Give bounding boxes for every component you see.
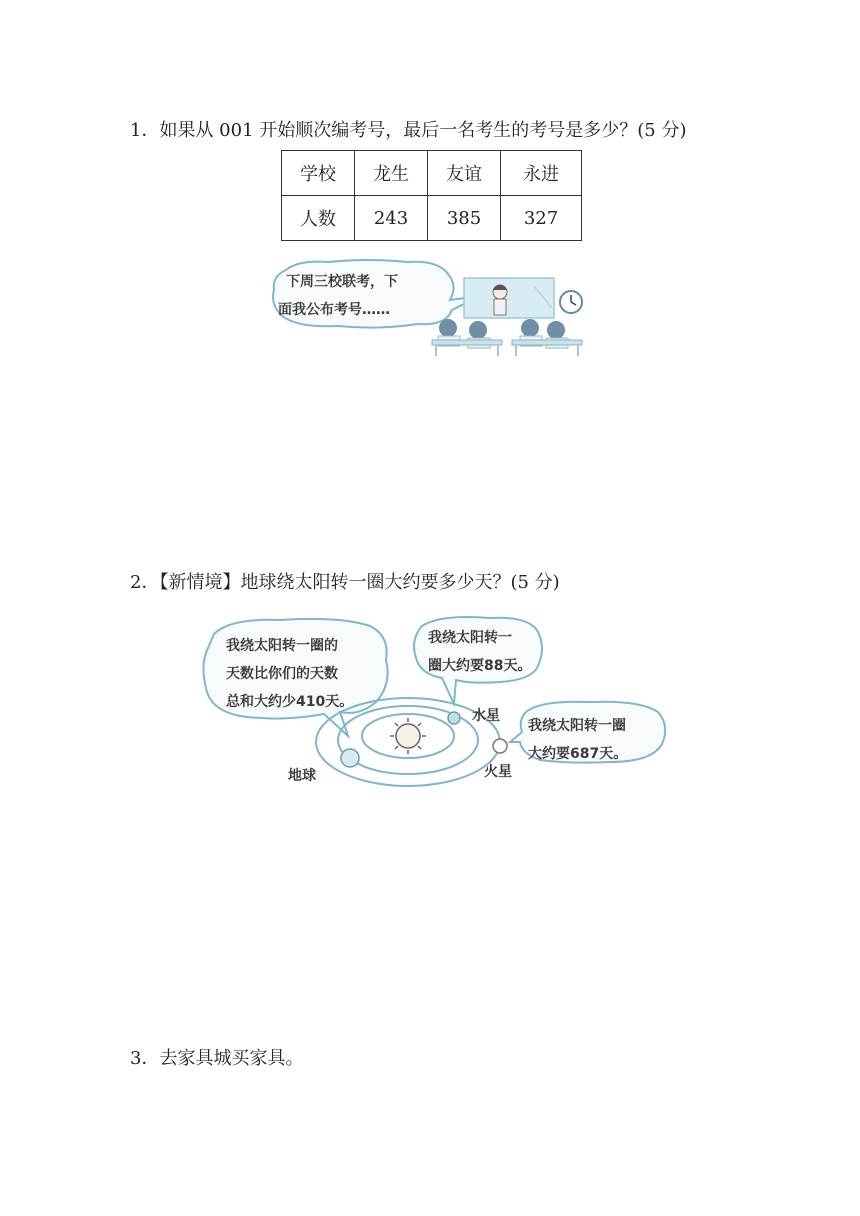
bubble-line: 天数比你们的天数 <box>226 666 338 682</box>
table-cell: 永进 <box>501 151 582 196</box>
table-cell: 243 <box>355 196 428 241</box>
mercury-label: 水星 <box>472 708 500 724</box>
question-1-text: 1．如果从 001 开始顺次编考号，最后一名考生的考号是多少？(5 分) <box>130 120 687 141</box>
bubble-line: 圈大约要88天。 <box>428 658 532 674</box>
bubble-line: 我绕太阳转一 <box>428 630 512 646</box>
bubble-line: 我绕太阳转一圈的 <box>226 638 338 654</box>
table-row <box>282 196 582 241</box>
table-cell: 友谊 <box>428 151 501 196</box>
table-cell: 327 <box>501 196 582 241</box>
earth-planet <box>341 749 359 767</box>
sun-icon <box>390 718 426 754</box>
table-cell: 龙生 <box>355 151 428 196</box>
bubble-line: 面我公布考号…… <box>278 302 390 318</box>
mercury-planet <box>448 712 460 724</box>
question-3-text: 3．去家具城买家具。 <box>130 1048 304 1069</box>
table-row <box>282 151 582 196</box>
solar-system-illustration <box>200 612 672 792</box>
table-cell: 385 <box>428 196 501 241</box>
earth-label: 地球 <box>288 768 316 784</box>
blackboard <box>464 278 554 318</box>
table-cell: 学校 <box>282 151 355 196</box>
clock-icon <box>560 291 582 313</box>
student-count-table <box>281 150 582 241</box>
bubble-line: 大约要687天。 <box>528 746 628 762</box>
question-2-text: 2．【新情境】地球绕太阳转一圈大约要多少天？(5 分) <box>130 572 560 593</box>
teacher-figure <box>493 285 507 315</box>
mars-planet <box>493 739 507 753</box>
mars-label: 火星 <box>484 764 512 780</box>
bubble-line: 我绕太阳转一圈 <box>528 718 626 734</box>
classroom-illustration <box>268 256 590 360</box>
table-cell: 人数 <box>282 196 355 241</box>
bubble-line: 下周三校联考，下 <box>286 274 398 290</box>
bubble-line: 总和大约少410天。 <box>226 694 354 710</box>
